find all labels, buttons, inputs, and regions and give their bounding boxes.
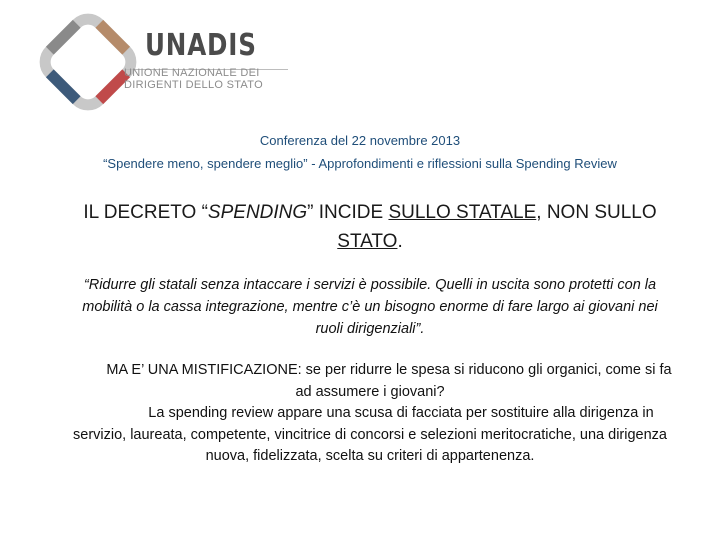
unadis-logo — [38, 12, 263, 112]
headline-part2: ” INCIDE — [307, 202, 389, 223]
headline-part1: IL DECRETO “ — [83, 202, 208, 223]
body-paragraph-2-text: La spending review appare una scusa di facciata per sostituire alla dirigenza in servizio, laureata, competente, vincitrice di concorsi e selezioni meritocratiche, una dirigenza nuova, fidelizzata, scelta su criteri di appartenenza. — [73, 405, 667, 464]
headline-part3: , NON SULLO — [536, 202, 657, 223]
headline-underline-stato: STATO — [337, 231, 398, 252]
conference-date: Conferenza del 22 novembre 2013 — [259, 133, 461, 148]
body-text — [60, 360, 680, 468]
headline-italic: SPENDING — [207, 202, 308, 223]
body-paragraph-1-text: MA E’ UNA MISTIFICAZIONE: se per ridurre le spesa si riducono gli organici, come si fa ad assumere i giovani? — [106, 362, 672, 400]
conference-title: “Spendere meno, spendere meglio” - Approfondimenti e riflessioni sulla Spending Review — [103, 156, 617, 171]
logo-subtitle-line2: DIRIGENTI DELLO STATO — [124, 79, 263, 91]
headline-underline-statale: SULLO STATALE — [388, 202, 537, 223]
unadis-emblem-icon — [38, 12, 138, 112]
quote-paragraph: “Ridurre gli statali senza intaccare i servizi è possibile. Quelli in uscita sono protetti con la mobilità o la cassa integrazione, mentre c’è un bisogno enorme di fare largo ai giovani nei ruoli dirigenziali”. — [82, 277, 658, 337]
headline-part4: . — [397, 231, 403, 252]
logo-subtitle-line1: UNIONE NAZIONALE DEI — [124, 67, 260, 79]
body-paragraph-2 — [60, 403, 680, 468]
headline — [80, 198, 660, 256]
logo-brand-name: UNADIS — [145, 28, 257, 63]
body-paragraph-1 — [60, 360, 680, 403]
